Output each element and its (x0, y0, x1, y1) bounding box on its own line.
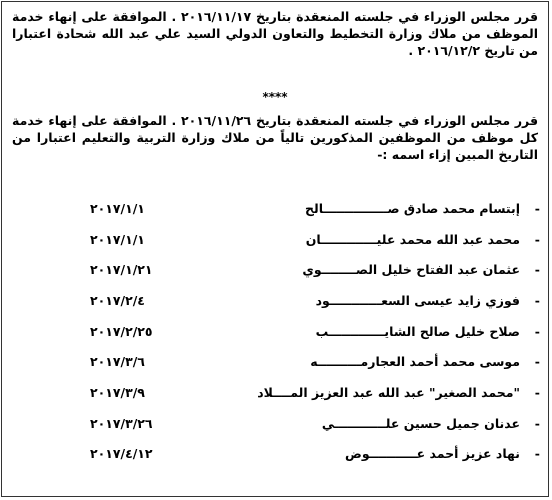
employee-row (2, 232, 548, 252)
employee-date: ٢٠١٧/١/١ (90, 201, 145, 216)
list-dash: - (534, 354, 540, 369)
employee-date: ٢٠١٧/٣/٢٦ (90, 416, 153, 431)
decision-paragraph-2: قرر مجلس الوزراء في جلسته المنعقدة بتاريخ ٢٠١٦/١١/٢٦ . الموافقة على إنهاء خدمة كل موظف من الموظفين المذكورين تالياً من ملاك وزارة التربية والتعليم اعتبارا من التاريخ المبين إزاء اسمه :- (12, 113, 538, 162)
employee-row (2, 385, 548, 405)
employee-row (2, 354, 548, 374)
employee-date: ٢٠١٧/٢/٢٥ (90, 324, 153, 339)
list-dash: - (534, 232, 540, 247)
list-dash: - (534, 262, 540, 277)
employee-date: ٢٠١٧/٣/٦ (90, 354, 145, 369)
employee-row (2, 416, 548, 436)
gazette-clipping (1, 1, 549, 497)
employee-name: موسى محمد أحمد العجارمــــــــــه (310, 354, 520, 369)
employee-date: ٢٠١٧/٢/٤ (90, 293, 145, 308)
employee-row (2, 293, 548, 313)
employee-name: "محمد الصغير" عبد الله عبد العزيز المــــلاد (257, 385, 520, 400)
employee-name: عثمان عبد الفتاح خليل الصــــــــوي (302, 262, 520, 277)
list-dash: - (534, 385, 540, 400)
employee-name: إبتسام محمد صادق صـــــــــــــــالح (305, 201, 520, 216)
employee-date: ٢٠١٧/١/١ (90, 232, 145, 247)
employee-row (2, 446, 548, 466)
decision-paragraph-1: قرر مجلس الوزراء في جلسته المنعقدة بتاريخ ٢٠١٦/١١/١٧ . الموافقة على إنهاء خدمة الموظف من ملاك وزارة التخطيط والتعاون الدولي السيد علي عبد الله شحادة اعتبارا من تاريخ ٢٠١٦/١٢/٢ . (12, 9, 538, 58)
employee-name: فوزي زايد عيسى السعــــــــــــود (315, 293, 520, 308)
employee-row (2, 324, 548, 344)
list-dash: - (534, 416, 540, 431)
employee-row (2, 201, 548, 221)
list-dash: - (534, 201, 540, 216)
employee-name: صلاح خليل صالح الشايـــــــــــــب (315, 324, 520, 339)
section-separator: **** (262, 90, 288, 104)
list-dash: - (534, 293, 540, 308)
employee-row (2, 262, 548, 282)
employee-name: عدنان جميل حسين علــــــــــــي (321, 416, 520, 431)
employee-name: محمد عبد الله محمد عليـــــــــــــان (305, 232, 520, 247)
employee-date: ٢٠١٧/٣/٩ (90, 385, 145, 400)
list-dash: - (534, 446, 540, 461)
employee-date: ٢٠١٧/٤/١٢ (90, 446, 153, 461)
list-dash: - (534, 324, 540, 339)
employee-name: نهاد عزيز أحمد عـــــــــــوض (345, 446, 520, 461)
employee-date: ٢٠١٧/١/٢١ (90, 262, 153, 277)
